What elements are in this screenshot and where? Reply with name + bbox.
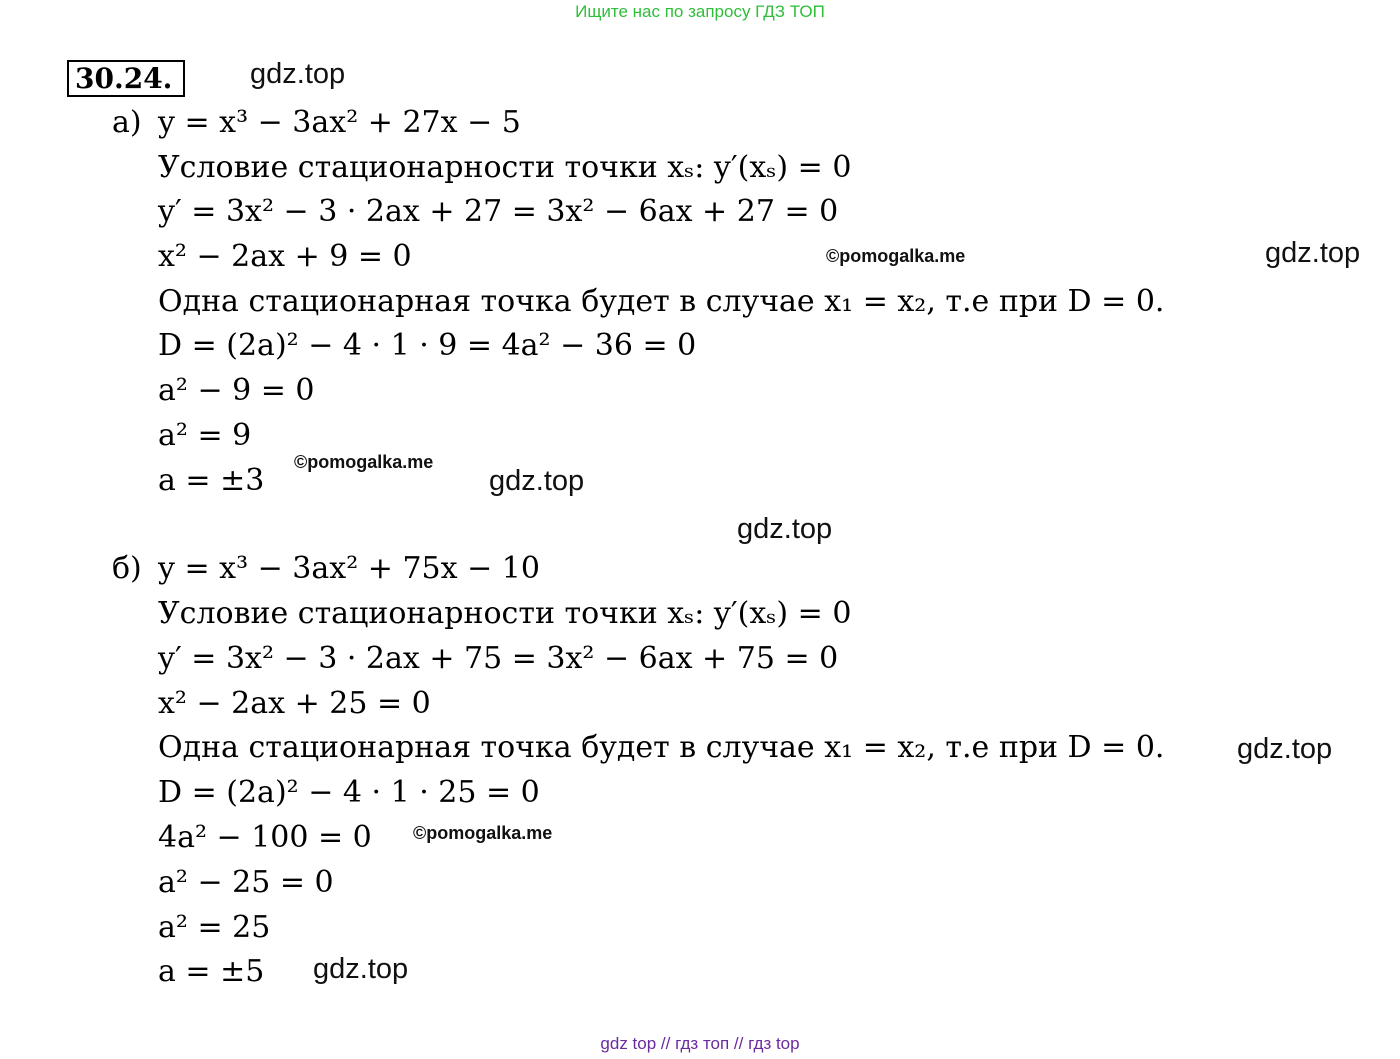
part-a-line: a = ±3 — [158, 463, 265, 498]
part-b-line: 4a² − 100 = 0 — [158, 820, 372, 855]
part-a-line: y′ = 3x² − 3 · 2ax + 27 = 3x² − 6ax + 27 = 0 — [158, 194, 839, 229]
part-a-line: a² = 9 — [158, 418, 252, 453]
part-a-label: а) — [112, 105, 142, 140]
part-b-line: y′ = 3x² − 3 · 2ax + 75 = 3x² − 6ax + 75 = 0 — [158, 641, 839, 676]
watermark-gdz: gdz.top — [250, 58, 346, 90]
part-a-line: x² − 2ax + 9 = 0 — [158, 239, 412, 274]
top-banner: Ищите нас по запросу ГДЗ ТОП — [575, 2, 825, 21]
part-b-line: D = (2a)² − 4 · 1 · 25 = 0 — [158, 775, 540, 810]
task-number: 30.24. — [67, 60, 185, 97]
part-b-line: y = x³ − 3ax² + 75x − 10 — [158, 551, 540, 586]
part-a-line: a² − 9 = 0 — [158, 373, 315, 408]
watermark-gdz: gdz.top — [489, 465, 585, 497]
part-a-line: D = (2a)² − 4 · 1 · 9 = 4a² − 36 = 0 — [158, 328, 697, 363]
watermark-copyright: ©pomogalka.me — [826, 246, 966, 266]
watermark-copyright: ©pomogalka.me — [413, 823, 553, 843]
part-b-line: a² − 25 = 0 — [158, 865, 334, 900]
part-b-line: a² = 25 — [158, 910, 271, 945]
watermark-gdz: gdz.top — [737, 513, 833, 545]
watermark-gdz: gdz.top — [1237, 733, 1333, 765]
part-b-line: a = ±5 — [158, 954, 265, 989]
footer-links: gdz top // гдз топ // гдз top — [600, 1034, 800, 1053]
part-b-line: x² − 2ax + 25 = 0 — [158, 686, 431, 721]
part-a-line: Одна стационарная точка будет в случае x₁ = x₂, т.е при D = 0. — [158, 284, 1165, 319]
part-b-line: Одна стационарная точка будет в случае x₁ = x₂, т.е при D = 0. — [158, 730, 1165, 765]
part-a-line: y = x³ − 3ax² + 27x − 5 — [158, 105, 521, 140]
part-a-line: Условие стационарности точки xₛ: y′(xₛ) = 0 — [158, 150, 852, 185]
watermark-gdz: gdz.top — [313, 953, 409, 985]
part-b-label: б) — [112, 551, 142, 586]
watermark-gdz: gdz.top — [1265, 237, 1361, 269]
part-b-line: Условие стационарности точки xₛ: y′(xₛ) = 0 — [158, 596, 852, 631]
watermark-copyright: ©pomogalka.me — [294, 452, 434, 472]
